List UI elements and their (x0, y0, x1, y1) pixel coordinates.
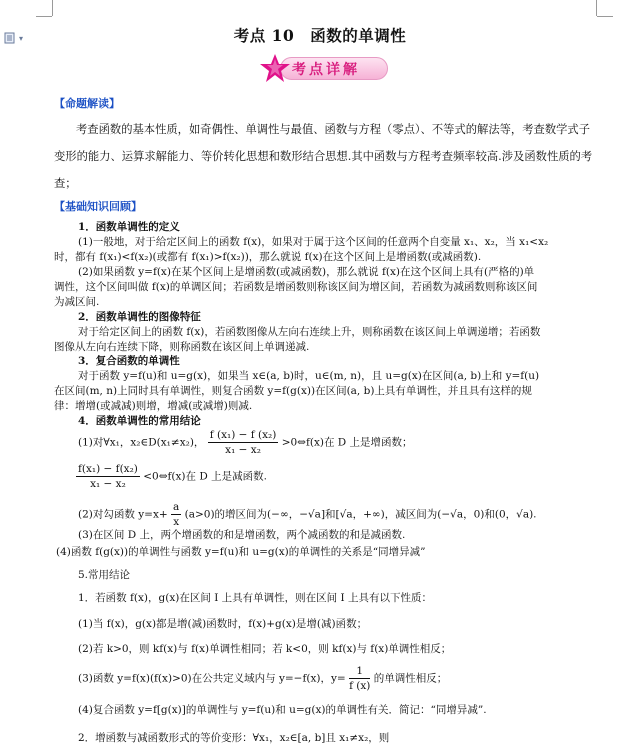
formula-suffix: (a>0)的增区间为(−∞，−√a]和[√a，+∞)，减区间为(−√a，0)和(0，√a). (184, 508, 537, 521)
crop-mark-tr (596, 0, 597, 16)
formula-line-4 (78, 664, 447, 693)
text-line: (2)若 k>0，则 kf(x)与 f(x)单调性相同；若 k<0，则 kf(x)与 f(x)单调性相反； (78, 643, 452, 655)
text-line: 律：增增(或减减)则增，增减(或减增)则减. (54, 400, 253, 412)
heading-1: 1．函数单调性的定义 (78, 221, 180, 233)
formula-suffix: 的单调性相反； (373, 672, 448, 685)
formula-prefix: (1)对∀x₁，x₂∈D(x₁≠x₂)， (78, 436, 205, 449)
star-icon (258, 52, 294, 86)
heading-5: 5.常用结论 (78, 569, 131, 581)
text-line: (2)如果函数 y=f(x)在某个区间上是增函数(或减函数)，那么就说 f(x)在这个区间上具有(严格的)单 (78, 266, 535, 278)
fraction-numerator: f (x₁) − f (x₂) (209, 429, 277, 441)
fraction-denominator: x₁ − x₂ (225, 444, 261, 456)
fraction-denominator: x (173, 516, 180, 528)
text-line: (3)在区间 D 上，两个增函数的和是增函数，两个减函数的和是减函数. (78, 529, 406, 541)
text-line: 对于函数 y=f(u)和 u=g(x)，如果当 x∈(a, b)时，u∈(m, n)，且 u=g(x)在区间(a, b)上和 y=f(u) (78, 370, 540, 382)
crop-mark-tr (597, 16, 613, 17)
section-badge (258, 52, 390, 84)
interpret-paragraph: 考查函数的基本性质，如奇偶性、单调性与最值、函数与方程（零点）、不等式的解法等，考查数学式子变形的能力、运算求解能力、等价转化思想和数形结合思想.其中函数与方程考查频率较高.涉及函数性质的考查； (54, 123, 593, 190)
formula-line-3 (78, 500, 537, 529)
formula-fraction (208, 428, 279, 457)
heading-3: 3．复合函数的单调性 (78, 355, 180, 367)
text-line: (1)当 f(x)，g(x)都是增(减)函数时，f(x)+g(x)是增(减)函数； (78, 618, 368, 630)
text-line: 调性，这个区间叫做 f(x)的单调区间；若函数是增函数则称该区间为增区间，若函数为减函数则称该区间 (54, 281, 538, 293)
text-line: (4)复合函数 y=f[g(x)]的单调性与 y=f(u)和 u=g(x)的单调性有关．简记：“同增异减”. (78, 704, 487, 716)
text-line: 为减区间. (54, 296, 100, 308)
fraction-denominator: x₁ − x₂ (90, 478, 126, 490)
formula-fraction (76, 462, 140, 491)
formula-line-2 (76, 462, 267, 491)
fraction-numerator: a (173, 501, 180, 513)
text-line: (4)函数 f(g(x))的单调性与函数 y=f(u)和 u=g(x)的单调性的关系是“同增异减” (56, 546, 426, 558)
heading-2: 2．函数单调性的图像特征 (78, 311, 201, 323)
fraction-denominator: f (x) (349, 680, 371, 692)
heading-4: 4．函数单调性的常用结论 (78, 415, 201, 427)
chevron-down-icon[interactable]: ▾ (19, 34, 24, 43)
formula-fraction (171, 500, 181, 529)
text-line: 图像从左向右连续下降，则称函数在该区间上单调递减. (54, 341, 310, 353)
fraction-numerator: f(x₁) − f(x₂) (78, 463, 138, 475)
text-line: 在区间(m, n)上同时具有单调性，则复合函数 y=f(g(x))在区间(a, b)上具有单调性，并且具有这样的规 (54, 385, 532, 397)
fraction-numerator: 1 (349, 664, 370, 679)
text-line: 2．增函数与减函数形式的等价变形：∀x₁，x₂∈[a, b]且 x₁≠x₂，则 (78, 732, 390, 744)
section-heading-basic: 【基础知识回顾】 (54, 200, 142, 213)
text-line: 时，都有 f(x₁)<f(x₂)(或都有 f(x₁)>f(x₂))，那么就说 f(x)在这个区间上是增函数(或减函数). (54, 251, 482, 263)
formula-prefix: (2)对勾函数 y=x+ (78, 508, 168, 521)
text-line: 对于给定区间上的函数 f(x)，若函数图像从左向右连续上升，则称函数在该区间上单调递增；若函数 (78, 326, 541, 338)
text-line: (1)一般地，对于给定区间上的函数 f(x)，如果对于属于这个区间的任意两个自变量 x₁、x₂，当 x₁<x₂ (78, 236, 549, 248)
formula-line-1 (78, 428, 413, 457)
badge-label: 考点详解 (292, 62, 360, 78)
crop-mark-tl (52, 0, 53, 16)
crop-mark-tl (36, 16, 52, 17)
text-line: 1．若函数 f(x)，g(x)在区间 I 上具有单调性，则在区间 I 上具有以下性质： (78, 592, 432, 604)
formula-suffix: >0⇔f(x)在 D 上是增函数； (281, 436, 413, 449)
formula-fraction (349, 664, 370, 693)
formula-prefix: (3)函数 y=f(x)(f(x)>0)在公共定义域内与 y=−f(x)，y= (78, 672, 346, 685)
section-heading-interpret: 【命题解读】 (54, 97, 120, 110)
page-title: 考点 10 函数的单调性 (233, 26, 407, 45)
formula-suffix: <0⇔f(x)在 D 上是减函数. (143, 470, 267, 483)
